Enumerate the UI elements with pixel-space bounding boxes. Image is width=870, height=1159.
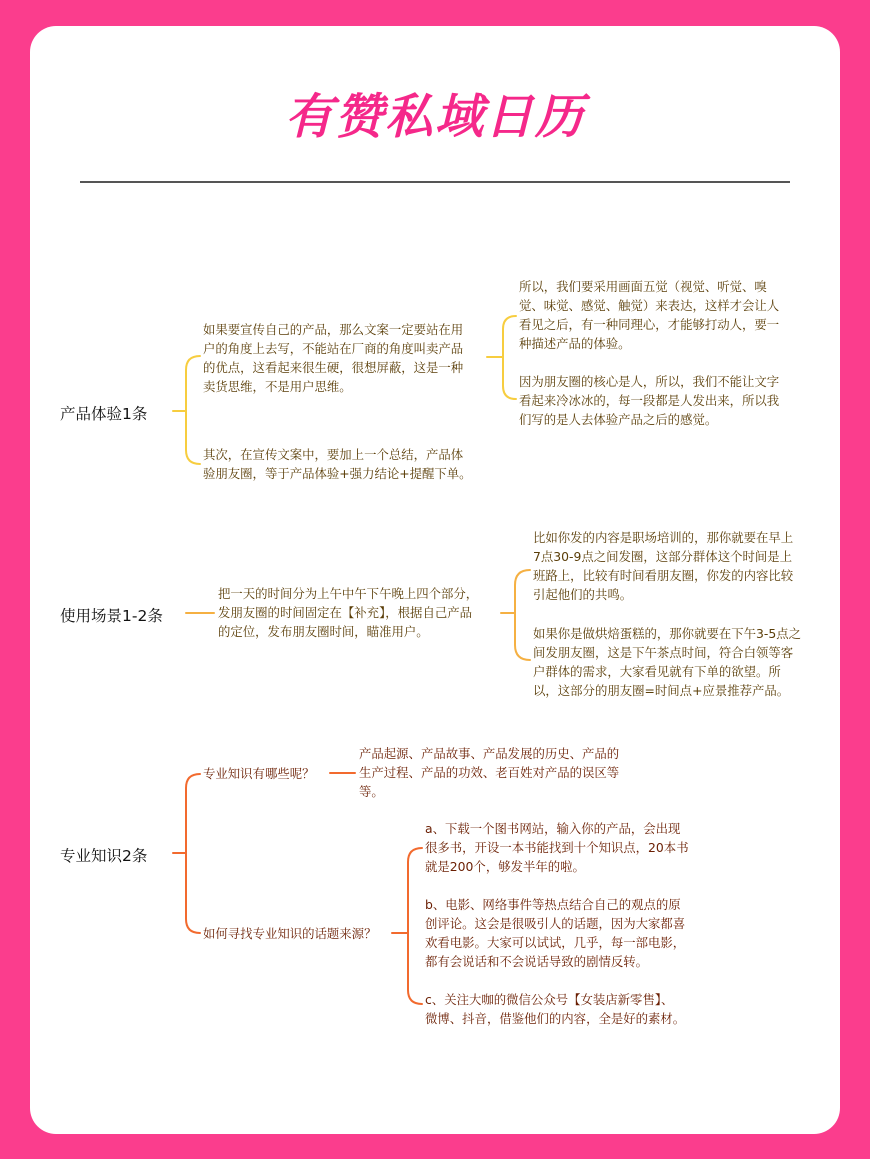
node-s1-c1-c2 bbox=[519, 372, 779, 429]
node-line: 验朋友圈，等于产品体验+强力结论+提醒下单。 bbox=[203, 466, 472, 481]
node-s2-c1 bbox=[218, 584, 478, 641]
node-s3-c2-c2 bbox=[425, 895, 685, 971]
node-line: 的定位，发布朋友圈时间，瞄准用户。 bbox=[218, 624, 429, 639]
node-line: 因为朋友圈的核心是人，所以，我们不能让文字 bbox=[519, 374, 780, 389]
bracket-s3-c2 bbox=[408, 848, 422, 1004]
node-line: 发朋友圈的时间固定在【补充】，根据自己产品 bbox=[218, 605, 473, 620]
node-line: 觉、味觉、感觉、触觉）来表达，这样才会让人 bbox=[519, 298, 780, 313]
node-s3-c1-c1 bbox=[359, 744, 619, 801]
node-line: 都有会说话和不会说话导致的剧情反转。 bbox=[425, 954, 649, 969]
node-s3-c2-c3 bbox=[425, 990, 685, 1028]
node-line: a、下载一个图书网站，输入你的产品，会出现 bbox=[425, 821, 681, 836]
node-line: 微博、抖音，借鉴他们的内容，全是好的素材。 bbox=[425, 1011, 686, 1026]
node-line: 欢看电影。大家可以试试，几乎，每一部电影， bbox=[425, 935, 686, 950]
root-usage-scenario: 使用场景1-2条 bbox=[60, 607, 163, 625]
bracket-s3 bbox=[186, 774, 200, 933]
node-s2-c1-c2 bbox=[533, 624, 801, 700]
node-line: 以，这部分的朋友圈=时间点+应景推荐产品。 bbox=[533, 683, 790, 698]
node-s3-c1 bbox=[203, 764, 315, 783]
node-line: 把一天的时间分为上午中午下午晚上四个部分， bbox=[218, 586, 479, 601]
node-s2-c1-c1 bbox=[533, 528, 793, 604]
bracket-s1-c1 bbox=[503, 316, 516, 399]
node-line: 就是200个，够发半年的啦。 bbox=[425, 859, 585, 874]
node-line: 如果要宣传自己的产品，那么文案一定要站在用 bbox=[203, 322, 464, 337]
node-line: 种描述产品的体验。 bbox=[519, 336, 631, 351]
node-line: b、电影、网络事件等热点结合自己的观点的原 bbox=[425, 897, 681, 912]
node-line: 看见之后，有一种同理心，才能够打动人，要一 bbox=[519, 317, 780, 332]
bracket-s2-c1 bbox=[515, 570, 530, 660]
node-line: 户的角度上去写，不能站在厂商的角度叫卖产品 bbox=[203, 341, 464, 356]
node-s3-c2-c1 bbox=[425, 819, 689, 876]
node-line: 如何寻找专业知识的话题来源？ bbox=[203, 926, 377, 941]
root-product-experience: 产品体验1条 bbox=[60, 405, 148, 423]
node-line: 看起来冷冰冰的，每一段都是人发出来，所以我 bbox=[519, 393, 780, 408]
node-line: 如果你是做烘焙蛋糕的，那你就要在下午3-5点之 bbox=[533, 626, 802, 641]
node-line: 的优点，这看起来很生硬，很想屏蔽，这是一种 bbox=[203, 360, 464, 375]
node-line: 所以，我们要采用画面五觉（视觉、听觉、嗅 bbox=[519, 279, 767, 294]
node-line: 很多书，开设一本书能找到十个知识点，20本书 bbox=[425, 840, 689, 855]
root-professional-knowledge: 专业知识2条 bbox=[60, 847, 148, 865]
page-title: 有赞私域日历 bbox=[284, 89, 585, 145]
node-line: 户群体的需求，大家看见就有下单的欲望。所 bbox=[533, 664, 781, 679]
node-s1-c1-c1 bbox=[519, 277, 779, 353]
node-line: 7点30-9点之间发圈，这部分群体这个时间是上 bbox=[533, 549, 793, 564]
node-s3-c2 bbox=[203, 924, 376, 943]
node-line: 卖货思维，不是用户思维。 bbox=[203, 379, 352, 394]
node-line: 班路上，比较有时间看朋友圈，你发的内容比较 bbox=[533, 568, 794, 583]
node-line: 其次，在宣传文案中，要加上一个总结，产品体 bbox=[203, 447, 464, 462]
node-line: 比如你发的内容是职场培训的，那你就要在早上 bbox=[533, 530, 794, 545]
node-line: 们写的是人去体验产品之后的感觉。 bbox=[519, 412, 718, 427]
node-line: 专业知识有哪些呢？ bbox=[203, 766, 315, 781]
node-line: c、关注大咖的微信公众号【女装店新零售】、 bbox=[425, 992, 674, 1007]
node-line: 生产过程、产品的功效、老百姓对产品的误区等 bbox=[359, 765, 620, 780]
node-s1-c2 bbox=[203, 445, 472, 483]
node-line: 间发朋友圈，这是下午茶点时间，符合白领等客 bbox=[533, 645, 794, 660]
node-s1-c1 bbox=[203, 320, 463, 396]
node-line: 等。 bbox=[359, 784, 384, 799]
node-line: 产品起源、产品故事、产品发展的历史、产品的 bbox=[359, 746, 620, 761]
node-line: 引起他们的共鸣。 bbox=[533, 587, 633, 602]
node-line: 创评论。这会是很吸引人的话题，因为大家都喜 bbox=[425, 916, 686, 931]
bracket-s1 bbox=[186, 356, 200, 464]
